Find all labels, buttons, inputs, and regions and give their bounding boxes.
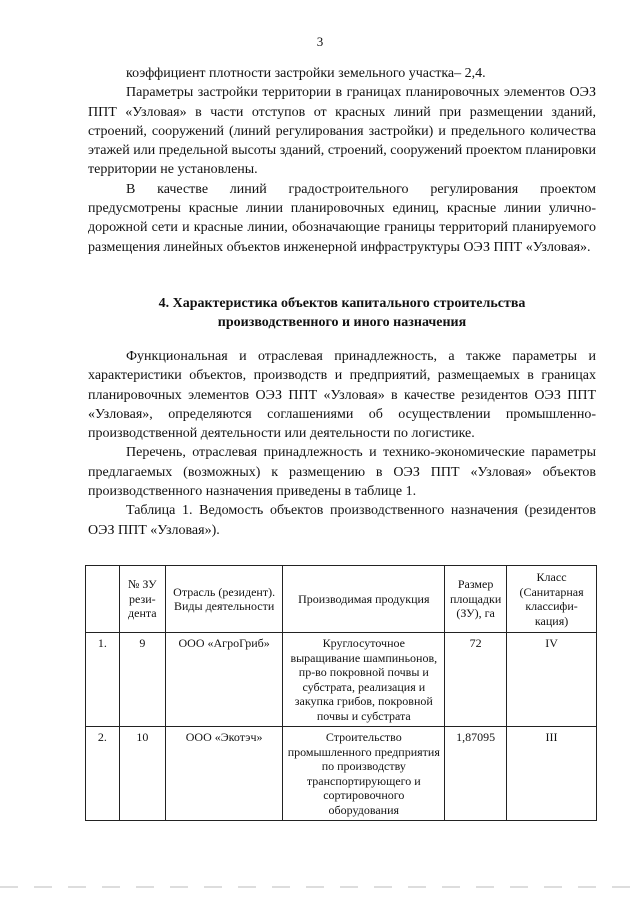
- table-row: [86, 633, 597, 727]
- section-heading: [88, 294, 596, 332]
- row-index: 1.: [86, 633, 120, 727]
- row-index: 2.: [86, 727, 120, 821]
- row-zu-number: 10: [119, 727, 165, 821]
- paragraph-functional: Функциональная и отраслевая принадлежность, а также параметры и характеристики объектов, производств и предприятий, размещаемых в границах планировочных элементов ОЭЗ ППТ «Узловая» в качестве резидентов ОЭЗ ППТ «Узловая», определяются соглашениями об осуществлении промышленно-производственной деятельности или деятельности по логистике.: [88, 349, 596, 442]
- row-area: 1,87095: [445, 727, 507, 821]
- row-class: IV: [507, 633, 597, 727]
- header-products: Производимая продукция: [283, 566, 445, 633]
- header-zu-number: № ЗУ рези-дента: [119, 566, 165, 633]
- row-industry: ООО «Экотэч»: [165, 727, 283, 821]
- paragraph-list: Перечень, отраслевая принадлежность и технико-экономические параметры предлагаемых (возможных) к размещению в ОЭЗ ППТ «Узловая» объектов производственного назначения приведены в таблице 1.: [88, 445, 596, 500]
- objects-table: [85, 565, 597, 821]
- table-row: [86, 727, 597, 821]
- row-industry: ООО «АгроГриб»: [165, 633, 283, 727]
- table-caption: Таблица 1. Ведомость объектов производственного назначения (резидентов ОЭЗ ППТ «Узловая»).: [88, 503, 596, 538]
- section-heading-line2: производственного и иного назначения: [217, 315, 467, 330]
- paragraph-red-lines: В качестве линий градостроительного регулирования проектом предусмотрены красные линии планировочных единиц, красные линии улично-дорожной сети и красные линии, обозначающие границы территорий планируемого размещения линейных объектов инженерной инфраструктуры ОЭЗ ППТ «Узловая».: [88, 181, 596, 255]
- row-class: III: [507, 727, 597, 821]
- section-text: [88, 347, 596, 540]
- header-industry: Отрасль (резидент). Виды деятельности: [165, 566, 283, 633]
- page-number: 3: [316, 34, 324, 49]
- header-area: Размер площадки (ЗУ), га: [445, 566, 507, 633]
- intro-text: [88, 64, 596, 257]
- section-heading-line1: 4. Характеристика объектов капитального строительства: [158, 296, 526, 311]
- row-zu-number: 9: [119, 633, 165, 727]
- row-area: 72: [445, 633, 507, 727]
- row-products: Круглосуточное выращивание шампиньонов, пр-во покровной почвы и субстрата, реализация и закупка грибов, покровной почвы и субстрата: [283, 633, 445, 727]
- row-products: Строительство промышленного предприятия по производству транспортирующего и сортировочного оборудования: [283, 727, 445, 821]
- paragraph-density: коэффициент плотности застройки земельного участка– 2,4.: [126, 66, 486, 81]
- scan-artifact-line: [0, 886, 640, 888]
- paragraph-building-params: Параметры застройки территории в границах планировочных элементов ОЭЗ ППТ «Узловая» в части отступов от красных линий при размещении зданий, строений, сооружений (линий регулирования застройки) и предельного количества этажей или предельной высоты зданий, строений, сооружений проектом планировки территории не установлены.: [88, 85, 596, 178]
- header-class: Класс (Санитарная классифи-кация): [507, 566, 597, 633]
- header-index: [86, 566, 120, 633]
- table-header-row: [86, 566, 597, 633]
